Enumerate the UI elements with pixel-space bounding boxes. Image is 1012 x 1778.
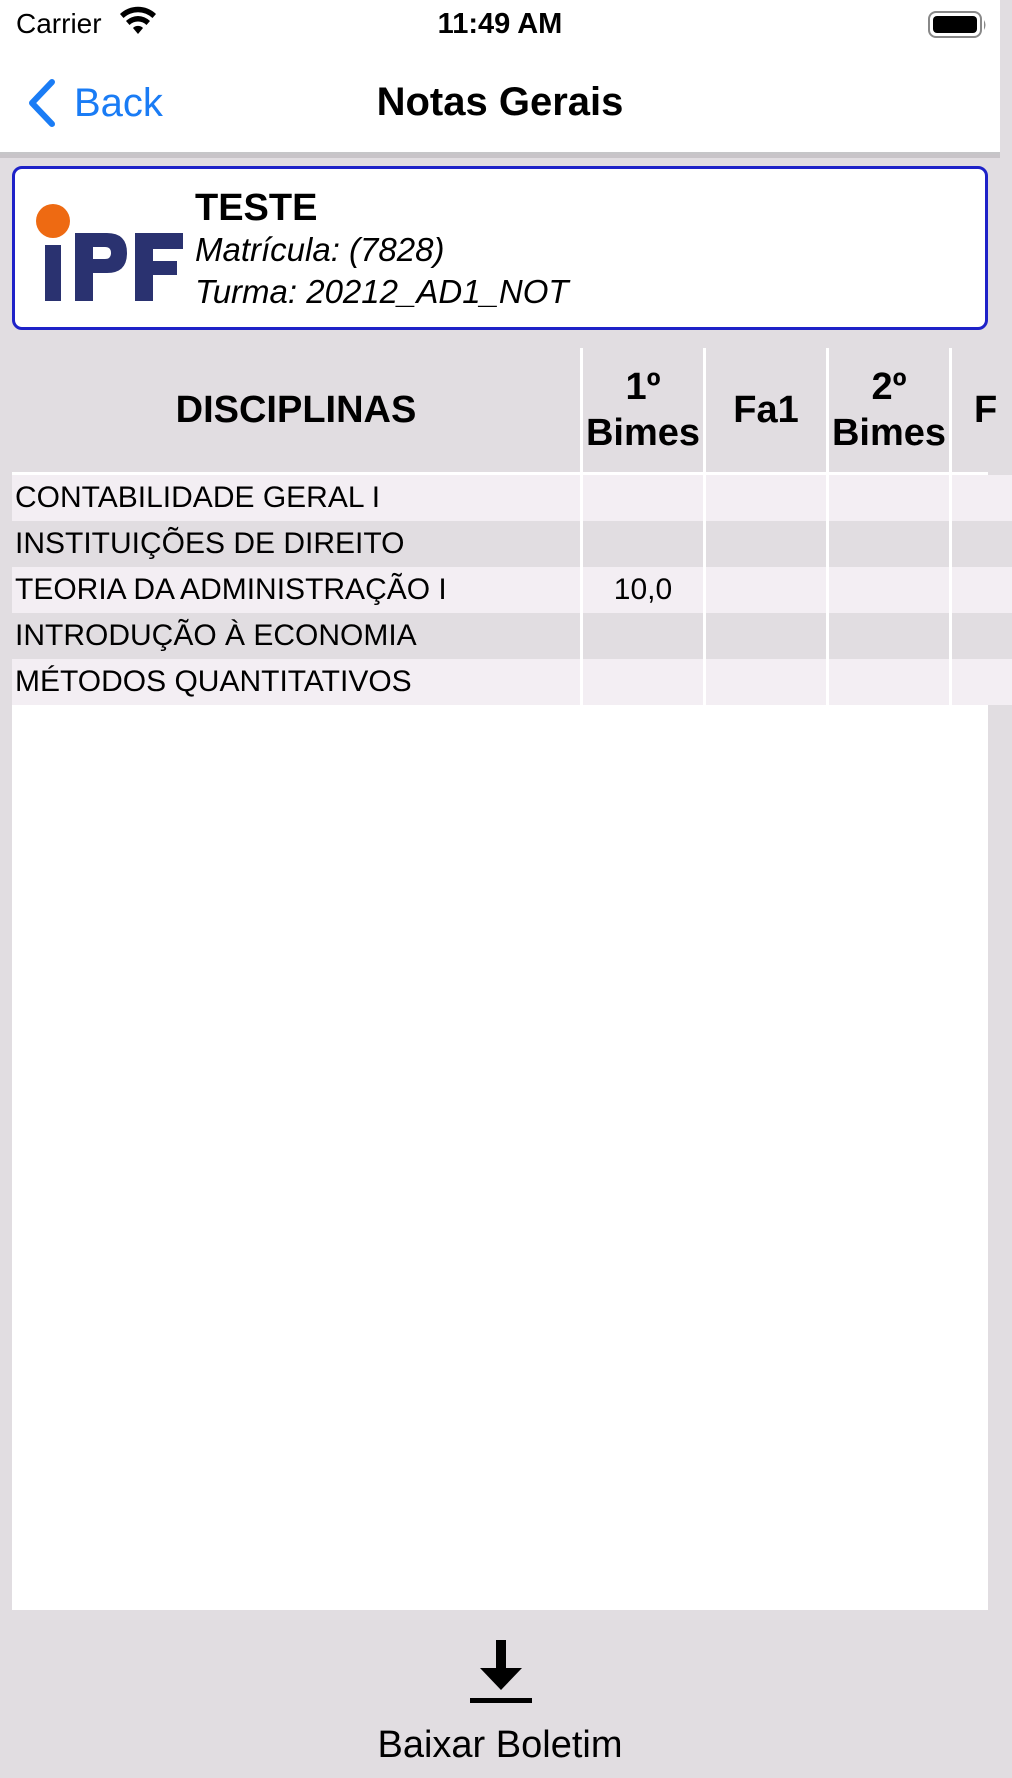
grade-fa1-cell	[706, 567, 826, 613]
column-divider	[703, 348, 706, 708]
grade-bim1-cell	[583, 659, 703, 705]
header-1-bimestre: 1º Bimes	[583, 348, 703, 472]
status-time: 11:49 AM	[437, 8, 563, 40]
grade-bim2-cell	[829, 475, 949, 521]
grade-bim1-cell	[583, 521, 703, 567]
header-next-column: F	[952, 348, 1012, 472]
grade-bim2-cell	[829, 521, 949, 567]
header-fa1: Fa1	[706, 348, 826, 472]
student-turma: Turma: 20212_AD1_NOT	[195, 273, 569, 310]
student-card	[12, 166, 988, 330]
carrier-label: Carrier	[16, 8, 102, 39]
navigation-bar	[0, 52, 1000, 154]
grade-fa1-cell	[706, 613, 826, 659]
grade-bim2-cell	[829, 659, 949, 705]
download-bar	[0, 1610, 1000, 1778]
disciplina-cell: CONTABILIDADE GERAL I	[15, 481, 381, 514]
disciplina-cell: INTRODUÇÃO À ECONOMIA	[15, 619, 417, 652]
grade-fa1-cell	[706, 475, 826, 521]
nav-divider	[0, 154, 1000, 158]
column-divider	[949, 348, 952, 708]
download-boletim-button[interactable]	[330, 1622, 670, 1772]
download-icon	[470, 1640, 532, 1706]
page-title: Notas Gerais	[376, 80, 624, 124]
grade-bim1-cell: 10,0	[613, 573, 673, 606]
grade-bim1-cell	[583, 475, 703, 521]
grade-fa1-cell	[706, 521, 826, 567]
disciplina-cell: INSTITUIÇÕES DE DIREITO	[15, 527, 405, 560]
student-name: TESTE	[195, 187, 318, 229]
grade-bim2-cell	[829, 567, 949, 613]
grades-scroll-area[interactable]	[12, 348, 998, 1610]
grade-bim1-cell	[583, 613, 703, 659]
grade-bim2-cell	[829, 613, 949, 659]
status-bar	[0, 0, 1000, 52]
battery-icon	[928, 10, 988, 40]
student-matricula: Matrícula: (7828)	[195, 231, 445, 268]
column-divider	[826, 348, 829, 708]
disciplina-cell: MÉTODOS QUANTITATIVOS	[15, 665, 412, 698]
back-button-label: Back	[74, 80, 163, 125]
header-2-bimestre: 2º Bimes	[829, 348, 949, 472]
download-boletim-label: Baixar Boletim	[377, 1724, 623, 1766]
column-divider	[580, 348, 583, 708]
ipf-logo	[35, 203, 185, 303]
grade-fa1-cell	[706, 659, 826, 705]
disciplina-cell: TEORIA DA ADMINISTRAÇÃO I	[15, 573, 447, 606]
header-disciplinas: DISCIPLINAS	[12, 348, 580, 472]
